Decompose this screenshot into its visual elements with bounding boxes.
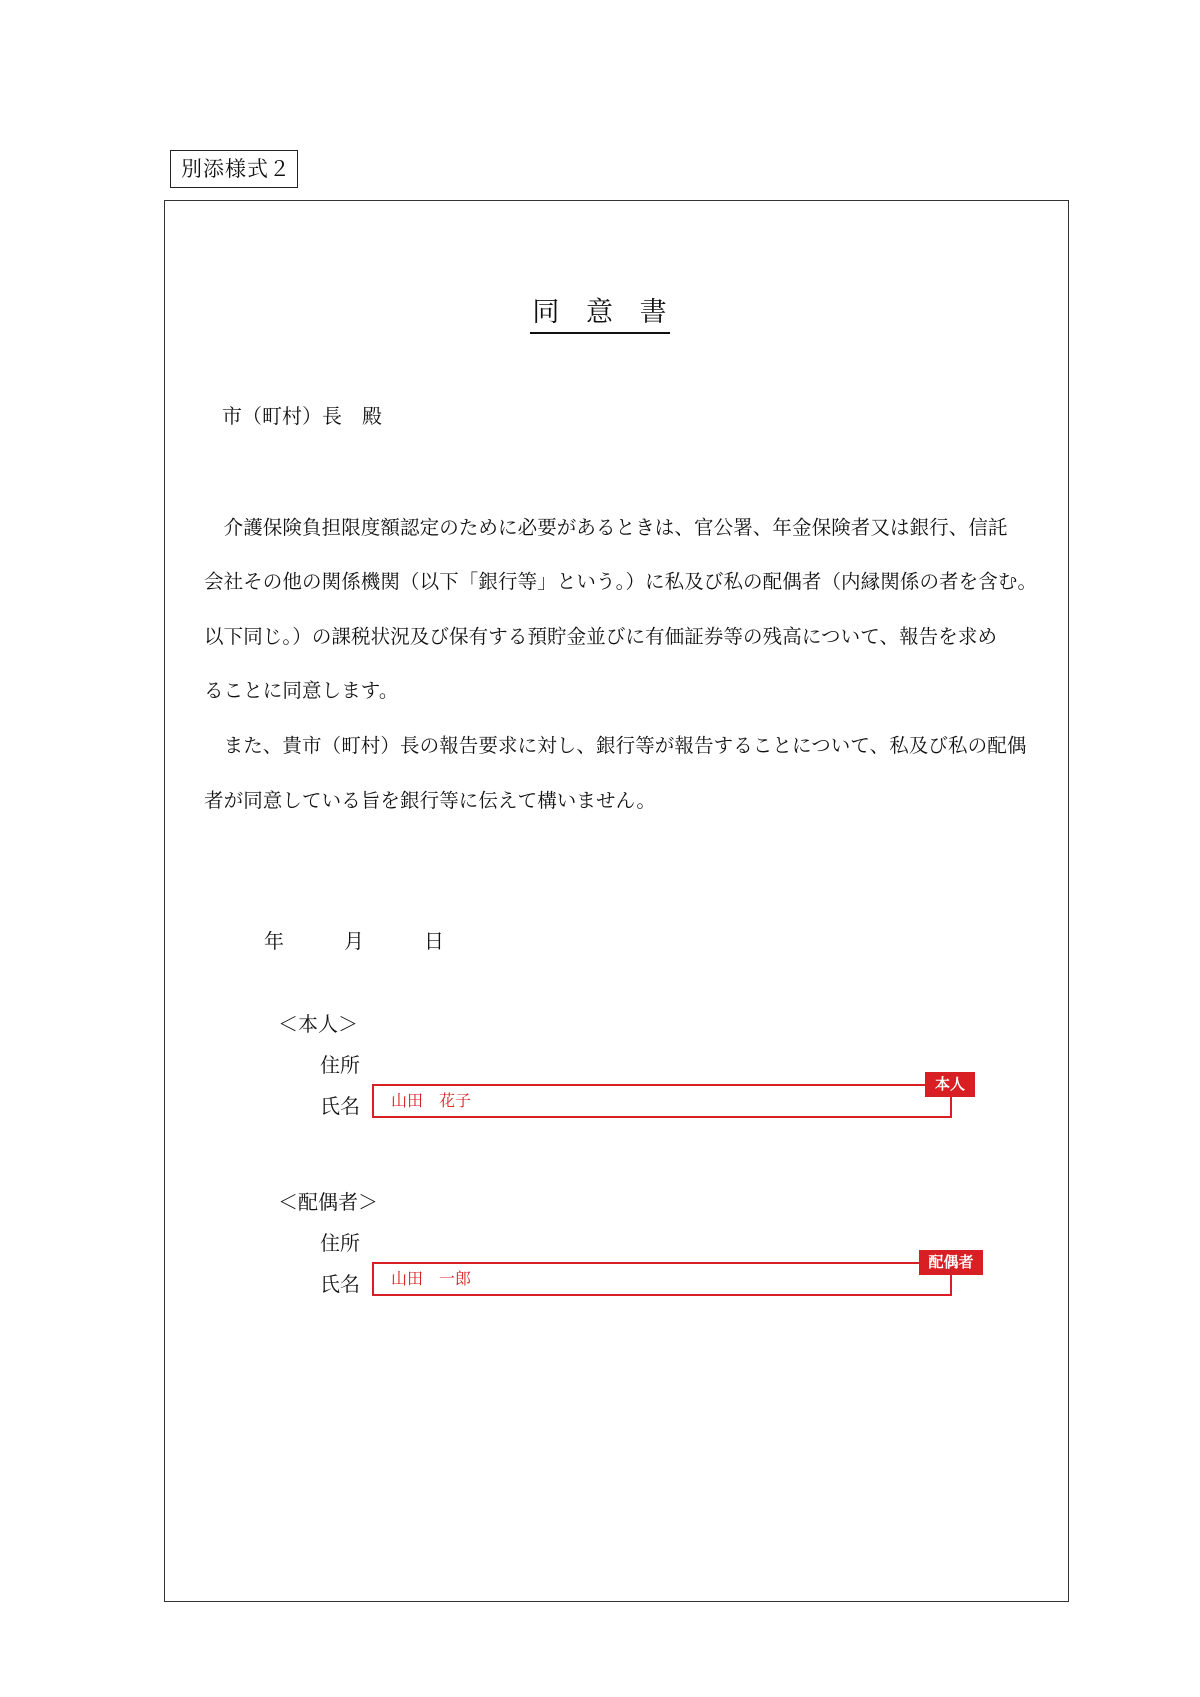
self-name-label: 氏名 [320,1094,360,1118]
spouse-address-label: 住所 [320,1231,360,1255]
self-tag: 本人 [925,1072,975,1097]
self-section-heading: ＜本人＞ [278,1012,358,1036]
document-title-wrapper [0,290,1200,334]
paragraph-line-5: また、貴市（町村）長の報告要求に対し、銀行等が報告することについて、私及び私の配偶 [204,734,1027,757]
paragraph-line-3: 以下同じ。）の課税状況及び保有する預貯金並びに有価証券等の残高について、報告を求め [204,625,998,648]
addressee: 市（町村）長 殿 [222,404,382,428]
form-number-label: 別添様式２ [170,150,298,188]
self-address-label: 住所 [320,1053,360,1077]
paragraph-line-4: ることに同意します。 [204,679,399,702]
paragraph-line-6: 者が同意している旨を銀行等に伝えて構いません。 [204,789,656,812]
spouse-section-heading: ＜配偶者＞ [278,1190,378,1214]
document-title: 同 意 書 [530,290,669,334]
spouse-tag: 配偶者 [919,1250,983,1275]
paragraph-line-2: 会社その他の関係機関（以下「銀行等」という。）に私及び私の配偶者（内縁関係の者を含む。 [204,570,1038,593]
spouse-name-field[interactable]: 山田 一郎 [372,1262,952,1296]
self-name-field[interactable]: 山田 花子 [372,1084,952,1118]
date-line: 年 月 日 [264,929,444,953]
spouse-name-label: 氏名 [320,1272,360,1296]
paragraph-line-1: 介護保険負担限度額認定のために必要があるときは、官公署、年金保険者又は銀行、信託 [204,516,1008,539]
